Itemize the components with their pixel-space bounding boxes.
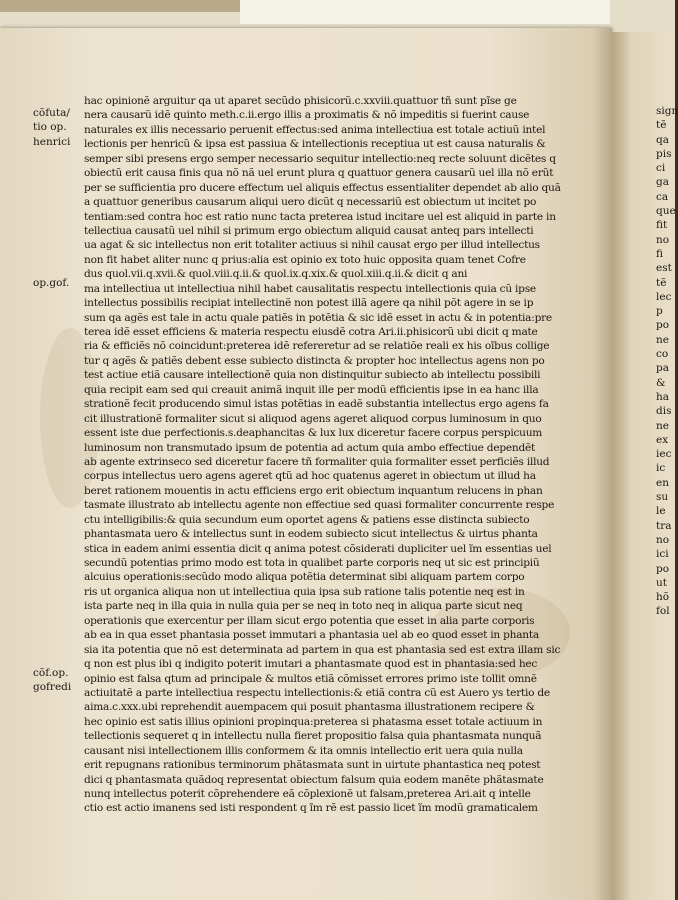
text-line: ctio est actio imanens sed isti respondent q ĩm rẽ est passio licet ĩm modũ gramaticalem xyxy=(84,802,538,815)
text-line: obiectũ erit causa finis qua nõ nã uel erunt plura q quattuor genera causarũ uel illa nõ erũt xyxy=(84,167,554,180)
text-line: quia recipit eam sed qui creauit animã inquit ille per modũ efficientis ipse in ea hanc illa xyxy=(84,383,539,396)
text-line: ab agente extrinseco sed diceretur facere tñ formaliter quia formaliter esset perficiẽs illud xyxy=(84,455,550,468)
right-page-fragment: po xyxy=(656,319,670,332)
right-page-fragment: ut xyxy=(656,576,667,589)
right-page-fragment: p xyxy=(656,305,663,318)
text-line: ab ea in qua esset phantasia posset immutari a phantasia uel ab eo quod esset in phanta xyxy=(84,629,539,642)
right-page-fragment: en xyxy=(656,476,669,489)
text-line: tentiam:sed contra hoc est ratio nunc tacta preterea istud incitare uel est aliquid in parte in xyxy=(84,210,556,223)
right-page-fragment: tra xyxy=(656,519,672,532)
right-page-fragment: sign xyxy=(656,105,678,117)
right-page-fragment: ne xyxy=(656,419,669,432)
text-line: strationẽ fecit producendo simul istas potẽtias in eadẽ substantia intellectus ergo agens fa xyxy=(84,398,549,411)
margin-note-line: cõf.op. xyxy=(33,667,69,679)
text-line: nera causarũ idẽ quinto meth.c.ii.ergo illis a proximatis & nõ impeditis si fuerint cause xyxy=(84,109,530,122)
margin-note-cof-op-gofredi xyxy=(33,666,83,695)
right-page-fragment: & xyxy=(656,376,666,389)
text-line: beret rationem mouentis in actu efficiens ergo erit obiectum inquantum relucens in phan xyxy=(84,484,543,497)
right-page-fragment: ha xyxy=(656,390,670,403)
text-line: essent iste due perfectionis.s.deaphancitas & lux lux diceretur facere corpus perspicuum xyxy=(84,427,543,440)
right-page-fragment: ici xyxy=(656,548,669,561)
right-page-fragment: co xyxy=(656,348,669,361)
text-line: non fit habet aliter nunc q prius:alia est opinio ex toto huic opposita quam tenet Cofre xyxy=(84,253,526,266)
text-line: ctu intelligibilis:& quia secundum eum oportet agens & patiens esse distincta subiecto xyxy=(84,513,530,526)
text-line: opinio est falsa qtum ad principale & multos etiã cõmisset errores primo iste tollit omnẽ xyxy=(84,672,537,685)
text-line: ista parte neq in illa quia in nulla quia per se neq in toto neq in aliqua parte sicut neq xyxy=(84,600,523,613)
text-line: a quattuor generibus causarum aliqui uero dicũt q necessariũ est obiectum ut incitet po xyxy=(84,196,537,209)
right-page-fragment: ci xyxy=(656,162,666,175)
right-page-fragment: iec xyxy=(656,448,672,461)
right-page-fragment: dis xyxy=(656,405,672,418)
text-line: actiuitatẽ a parte intellectiua respectu intellectionis:& etiã contra cũ est Auero ys tertio de xyxy=(84,686,550,699)
right-page-fragment: qa xyxy=(656,133,669,146)
text-line: sia ita potentia que nõ est determinata ad partem in qua est phantasia sed est extra illam sic xyxy=(84,643,561,656)
text-line: cit illustrationẽ formaliter sicut si aliquod agens ageret aliquod corpus luminosum in quo xyxy=(84,412,542,425)
right-page-fragment: no xyxy=(656,533,670,546)
text-line: tellectiua causatũ uel nihil si primum ergo obiectum aliquid causat anteq pars intellecti xyxy=(84,224,534,237)
text-line: lectionis per henricũ & ipsa est passiua & intellectionis receptiua ut est causa naturalis & xyxy=(84,138,546,151)
text-line: dus quol.vii.q.xvii.& quol.viii.q.ii.& quol.ix.q.xix.& quol.xiii.q.ii.& dicit q ani xyxy=(84,268,468,281)
text-line: sum qa agẽs est tale in actu quale patiẽs in potẽtia & sic idẽ esset in actu & in potentia:pre xyxy=(84,311,552,324)
right-page-fragment: fit xyxy=(656,219,668,232)
right-page-fragment: no xyxy=(656,233,670,246)
text-line: nunq intellectus poterit cõprehendere eã cõplexionẽ ut falsam,preterea Ari.ait q intelle xyxy=(84,788,531,800)
text-line: phantasmata uero & intellectus sunt in eodem subiecto sicut intellectus & uirtus phanta xyxy=(84,528,538,541)
right-page-fragment: hõ xyxy=(656,591,670,604)
right-page-fragment: tẽ xyxy=(656,119,667,132)
text-line: hac opinionẽ arguitur qa ut aparet secũdo phisicorũ.c.xxviii.quattuor tñ sunt pĩse ge xyxy=(84,95,517,107)
text-line: naturales ex illis necessario peruenit effectus:sed anima intellectiua est totale actiuũ intel xyxy=(84,123,546,136)
right-page-text-fragments xyxy=(656,104,678,619)
margin-note-cofutatio xyxy=(33,106,83,149)
right-page-fragment: ne xyxy=(656,333,669,346)
right-page-fragment: lec xyxy=(656,290,672,303)
right-page-fragment: ex xyxy=(656,433,669,446)
text-line: ria & efficiẽs nõ coincidunt:preterea idẽ refereretur ad se relatiõe reali ex his oĩbus collige xyxy=(84,340,550,353)
main-text-column xyxy=(84,94,570,816)
margin-note-line: cõfuta/ xyxy=(33,107,70,119)
right-page-fragment: fol xyxy=(656,605,670,618)
background-card xyxy=(0,0,240,12)
text-line: luminosum non transmutado ipsum de potentia ad actum quia ambo effectiue dependẽt xyxy=(84,441,536,454)
text-line: ua agat & sic intellectus non erit totaliter actiuus si nihil causat ergo per illud intellectus xyxy=(84,239,540,252)
text-line: semper sibi presens ergo semper necessario sequitur intellectio:neq recte soluunt dicẽtes q xyxy=(84,152,556,165)
text-line: tasmate illustrato ab intellectu agente non effectiue sed quasi formaliter concurrente respe xyxy=(84,499,555,512)
right-page-fragment: est xyxy=(656,262,672,275)
text-line: causant nisi intellectionem illis conformem & ita omnis intellectio erit uera quia nulla xyxy=(84,744,523,757)
text-line: ma intellectiua ut intellectiua nihil habet causalitatis respectu intellectionis quia cũ ipse xyxy=(84,282,536,295)
right-page-fragment: su xyxy=(656,491,669,504)
right-page-fragment: pis xyxy=(656,147,672,160)
right-page-fragment: que xyxy=(656,205,676,218)
right-page-fragment: le xyxy=(656,505,666,518)
text-line: corpus intellectus uero agens ageret qtũ ad hoc quatenus ageret in obiectum ut illud ha xyxy=(84,470,536,483)
text-line: tellectionis sequeret q in intellectu nulla fieret propositio falsa quia phantasmata nunquã xyxy=(84,730,542,743)
background-paper-edge xyxy=(240,0,610,24)
text-line: dici q phantasmata quãdoq representat obiectum falsum quia eodem manẽte phãtasmate xyxy=(84,773,544,786)
right-page-fragment: po xyxy=(656,562,670,575)
text-line: secundũ potentias primo modo est tota in qualibet parte corporis neq ut sic est principiũ xyxy=(84,557,540,569)
right-page-fragment: pa xyxy=(656,362,669,375)
right-page-fragment: tẽ xyxy=(656,276,667,289)
text-line: test actiue etiã causare intellectionẽ quia non distinquitur subiecto ab intellectu possibili xyxy=(84,369,541,382)
margin-note-line: gofredi xyxy=(33,681,72,694)
text-line: intellectus possibilis recipiat intellectinẽ non potest illã agere qa nihil põt agere in se ip xyxy=(84,297,534,310)
text-line: operationis que exercentur per illam sicut ergo potentia que esset in alia parte corporis xyxy=(84,614,535,627)
margin-note-op-gof xyxy=(33,276,83,290)
text-line: tur q agẽs & patiẽs debent esse subiecto distincta & propter hoc intellectus agens non po xyxy=(84,354,545,367)
text-line: terea idẽ esset efficiens & materia respectu eiusdẽ cotra Ari.ii.phisicorũ ubi dicit q mate xyxy=(84,326,538,338)
text-line: aima.c.xxx.ubi reprehendit auempacem qui posuit phantasma illustrationem recipere & xyxy=(84,701,535,714)
text-line: per se sufficientia pro ducere effectum uel aliquis effectus essentialiter dependet ab alio quã xyxy=(84,181,561,194)
text-line: alcuius operationis:secũdo modo aliqua potẽtia determinat sibi aliquam partem corpo xyxy=(84,571,525,584)
text-line: q non est plus ibi q indigito poterit imutari a phantasmate quod est in phantasia:sed hec xyxy=(84,658,538,671)
right-page-fragment: ca xyxy=(656,190,669,203)
right-page-fragment: fi xyxy=(656,247,664,260)
text-line: stica in eadem animi essentia dicit q anima potest cõsiderati dupliciter uel ĩm essentias uel xyxy=(84,542,552,555)
text-line: hec opinio est satis illius opinioni propinqua:preterea si phatasma esset totale actiuum in xyxy=(84,715,543,728)
margin-note-line: op.gof. xyxy=(33,277,70,289)
right-page-fragment: ga xyxy=(656,176,669,189)
margin-note-line: henrici xyxy=(33,135,71,148)
text-line: ris ut organica aliqua non ut intellectiua quia ipsa sub ratione talis potentie neq est in xyxy=(84,585,525,598)
right-page-fragment: ic xyxy=(656,462,666,475)
margin-note-line: tio op. xyxy=(33,121,67,134)
text-line: erit repugnans rationibus terminorum phãtasmata sunt in uirtute phantastica neq potest xyxy=(84,759,541,772)
